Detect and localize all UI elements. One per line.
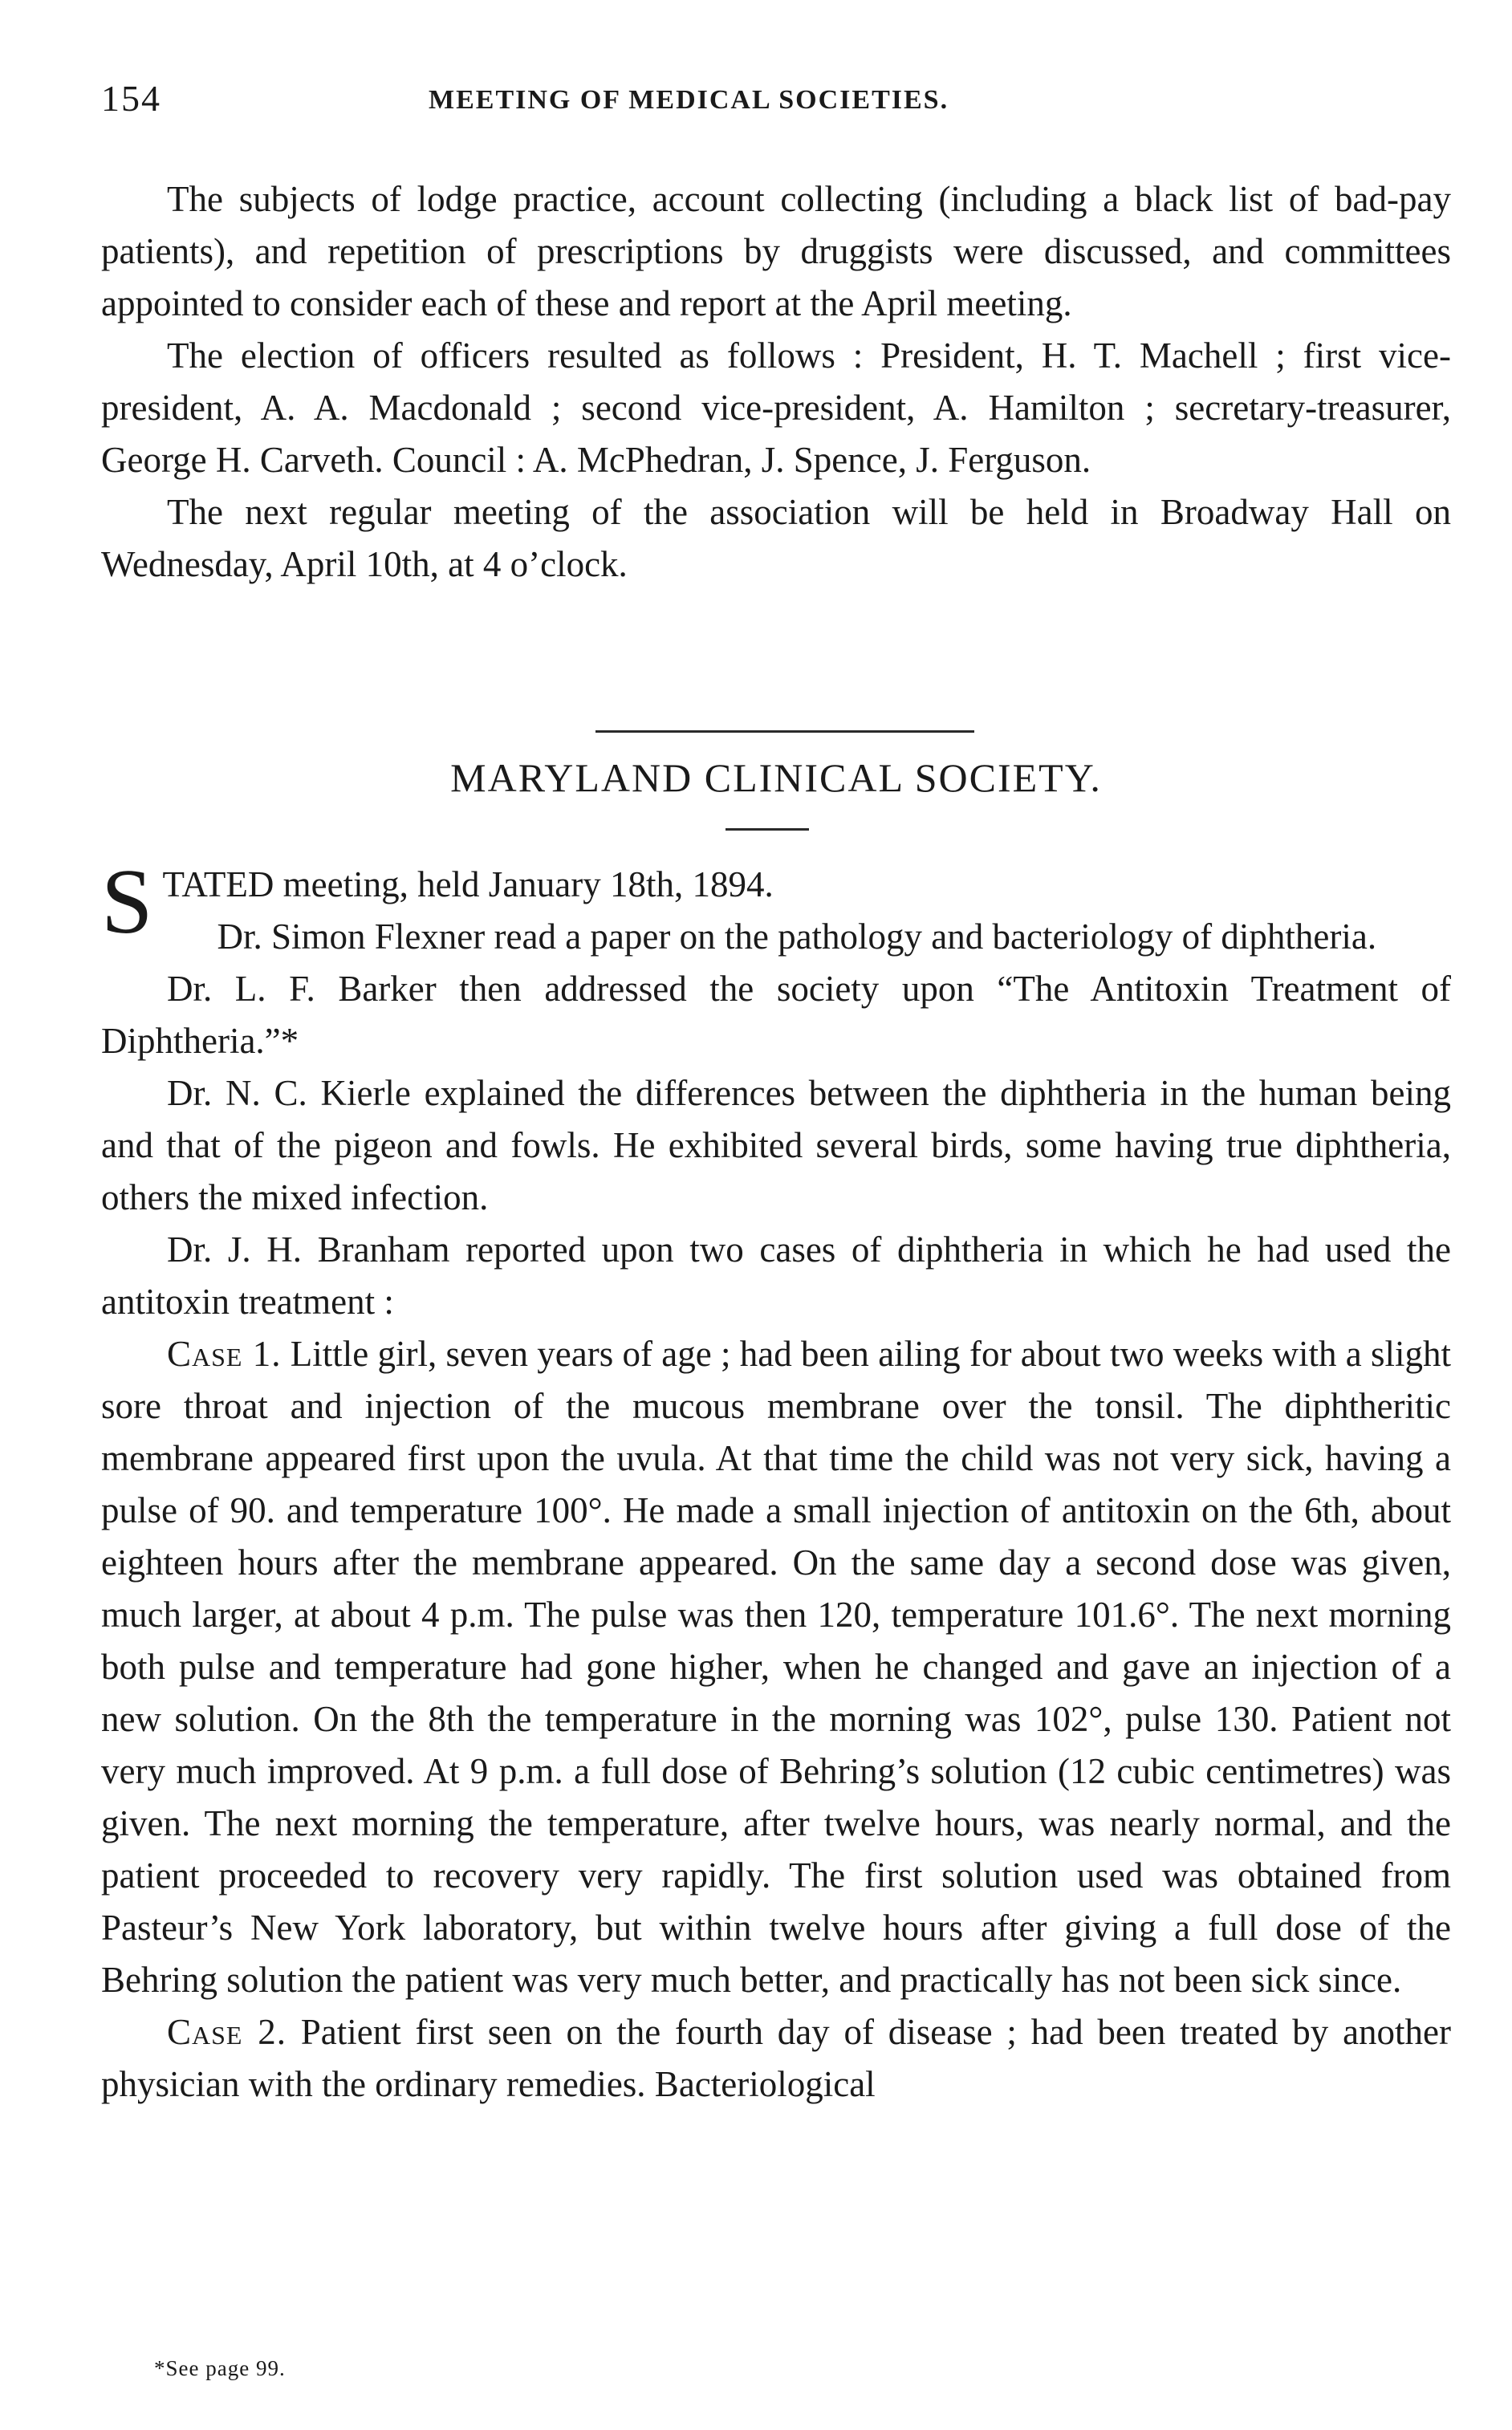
running-head <box>101 77 1449 125</box>
paragraph-lodge-practice: The subjects of lodge practice, account collecting (including a black list of bad-pay patients), and repetition of prescriptions by druggists were discussed, and committees appointed to consider each of these and report at the April meeting. <box>101 179 1451 323</box>
paragraph-barker: Dr. L. F. Barker then addressed the society upon “The Antitoxin Treatment of Diphtheria.”* <box>101 969 1451 1061</box>
footnote: *See page 99. <box>154 2356 286 2380</box>
paragraph-branham: Dr. J. H. Branham reported upon two cases of diphtheria in which he had used the antitoxin treatment : <box>101 1229 1451 1322</box>
case-2-label: Case 2. <box>167 2012 287 2052</box>
previous-section-text <box>101 173 1451 591</box>
paragraph-case-1 <box>101 1328 1451 2006</box>
section-title: MARYLAND CLINICAL SOCIETY. <box>450 755 1102 800</box>
title-underline-rule <box>726 828 809 831</box>
paragraph-election-of-officers: The election of officers resulted as follows : President, H. T. Machell ; first vice-president, A. A. Macdonald ; second vice-president, A. Hamilton ; secretary-treasurer, George H. Carveth. Council : A. McPhedran, J. Spence, J. Ferguson. <box>101 335 1451 480</box>
paragraph-case-2 <box>101 2006 1451 2111</box>
paragraph-stated-meeting <box>101 851 1451 963</box>
page-number: 154 <box>101 78 161 119</box>
case-1-text: Little girl, seven years of age ; had been ailing for about two weeks with a slight sore throat and injection of the mucous membrane over the tonsil. The diphtheritic membrane appeared first upon the uvula. At that time the child was not very sick, having a pulse of 90. and temperature 100°. He made a small injection of antitoxin on the 6th, about eighteen hours after the membrane appeared. On the same day a second dose was given, much larger, at about 4 p.m. The pulse was then 120, temperature 101.6°. The next morning both pulse and temperature had gone higher, when he changed and gave an injection of a new solution. On the 8th the temperature in the morning was 102°, pulse 130. Patient not very much improved. At 9 p.m. a full dose of Behring’s solution (12 cubic centimetres) was given. The next morning the temperature, after twelve hours, was nearly normal, and the patient proceeded to recovery very rapidly. The first solution used was obtained from Pasteur’s New York laboratory, but within twelve hours after giving a full dose of the Behring solution the patient was very much better, and practically has not been sick since. <box>101 1334 1451 2000</box>
flexner-paper-line: Dr. Simon Flexner read a paper on the pathology and bacteriology of diphtheria. <box>217 916 1377 957</box>
drop-cap: S <box>101 851 153 953</box>
stated-meeting-line: TATED meeting, held January 18th, 1894. <box>162 864 774 904</box>
running-title: MEETING OF MEDICAL SOCIETIES. <box>429 85 949 115</box>
paragraph-kierle: Dr. N. C. Kierle explained the differences between the diphtheria in the human being and that of the pigeon and fowls. He exhibited several birds, some having true diphtheria, others the mixed infection. <box>101 1073 1451 1217</box>
section-body-text <box>101 851 1451 2111</box>
case-2-text: Patient first seen on the fourth day of disease ; had been treated by another physician with the ordinary remedies. Bacteriological <box>101 2012 1451 2104</box>
paragraph-next-meeting: The next regular meeting of the association will be held in Broadway Hall on Wednesday, April 10th, at 4 o’clock. <box>101 492 1451 584</box>
section-divider-rule <box>595 730 974 733</box>
case-1-label: Case 1. <box>167 1334 282 1374</box>
